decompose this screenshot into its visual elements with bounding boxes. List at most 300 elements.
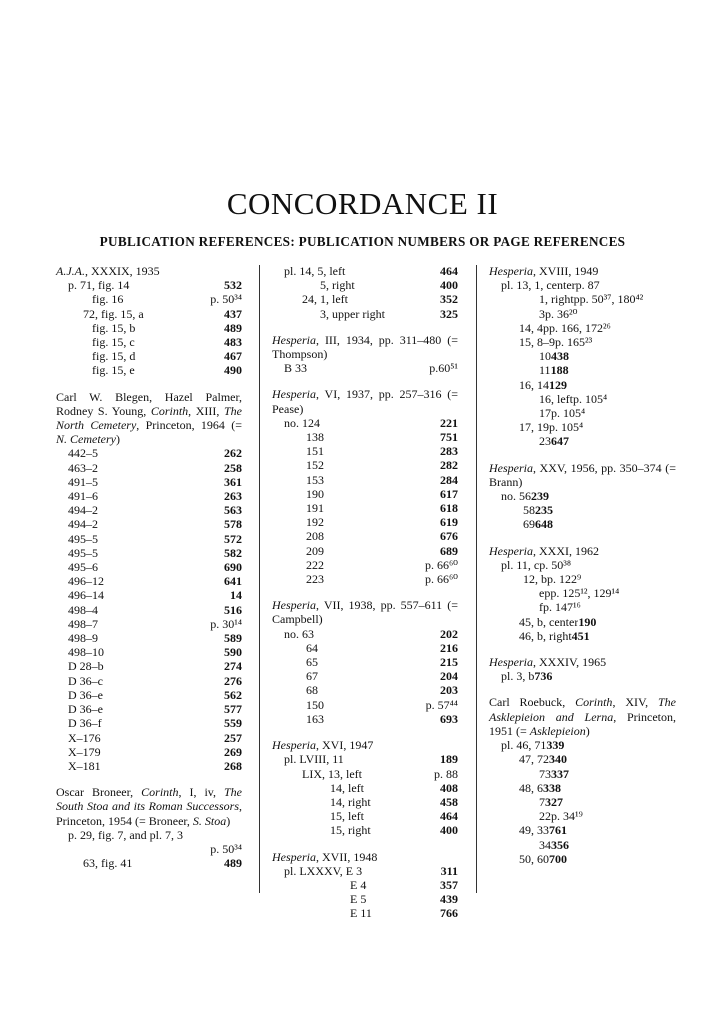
section-citation <box>272 850 458 864</box>
catalogue-number: 258 <box>224 460 242 475</box>
citation-segment: , VI, 1937, pp. 257–316 (= Pease) <box>272 387 458 416</box>
plate-reference: X–181 <box>68 758 101 773</box>
catalogue-number: 736 <box>534 669 553 684</box>
catalogue-number: 437 <box>224 306 242 321</box>
concordance-section <box>272 264 458 321</box>
catalogue-number: p. 88 <box>434 766 458 781</box>
concordance-row <box>489 781 676 795</box>
catalogue-number: 202 <box>440 626 458 641</box>
concordance-section <box>56 390 242 773</box>
catalogue-number: 489 <box>224 856 242 871</box>
concordance-row <box>489 838 676 852</box>
concordance-row <box>272 641 458 655</box>
concordance-row <box>489 852 676 866</box>
catalogue-number: 689 <box>440 543 458 558</box>
citation-segment: S. Stoa <box>192 813 227 828</box>
plate-reference: D 28–b <box>68 659 104 674</box>
column-divider <box>259 265 260 893</box>
concordance-row <box>489 572 676 586</box>
concordance-row <box>489 809 676 823</box>
concordance-row <box>56 446 242 460</box>
catalogue-number: 490 <box>224 363 242 378</box>
plate-reference: X–179 <box>68 744 101 759</box>
plate-reference: 463–2 <box>68 460 98 475</box>
plate-reference: 63, fig. 41 <box>83 856 133 871</box>
catalogue-number: p. 87 <box>575 278 600 293</box>
citation-segment: ) <box>585 723 590 738</box>
plate-reference: 16, left <box>539 391 573 406</box>
catalogue-number: 563 <box>224 503 242 518</box>
plate-reference: 496–12 <box>68 574 104 589</box>
catalogue-number: 559 <box>224 716 242 731</box>
citation-segment: , XXXIV, 1965 <box>533 655 607 670</box>
concordance-row <box>272 292 458 306</box>
section-citation <box>56 785 242 828</box>
plate-reference: B 33 <box>284 361 308 376</box>
citation-segment: , XVI, 1947 <box>316 738 374 753</box>
citation-segment: The North Cemetery <box>56 403 242 433</box>
plate-reference: E 5 <box>350 892 367 907</box>
catalogue-number: 766 <box>440 906 458 921</box>
catalogue-number: 361 <box>224 474 242 489</box>
catalogue-number: 439 <box>440 892 458 907</box>
catalogue-number: 356 <box>551 837 569 852</box>
plate-reference: f <box>539 600 543 615</box>
plate-reference: 442–5 <box>68 446 98 461</box>
plate-reference: 494–2 <box>68 503 98 518</box>
catalogue-number: 339 <box>546 738 565 753</box>
plate-reference: 208 <box>306 529 324 544</box>
catalogue-number: 262 <box>224 446 242 461</box>
citation-segment: Hesperia <box>272 849 316 864</box>
catalogue-number: pp. 166, 172²⁶ <box>543 320 611 335</box>
catalogue-number: 582 <box>224 545 242 560</box>
concordance-row <box>489 752 676 766</box>
concordance-row <box>272 430 458 444</box>
catalogue-number: 676 <box>440 529 458 544</box>
concordance-row <box>272 361 458 375</box>
citation-segment: , XXV, 1956, pp. 350–374 (= Brann) <box>489 460 676 489</box>
catalogue-number: 284 <box>440 472 458 487</box>
catalogue-number: 400 <box>440 823 458 838</box>
concordance-section <box>489 655 676 683</box>
plate-reference: 47, 72 <box>519 752 549 767</box>
catalogue-number: 263 <box>224 489 242 504</box>
concordance-section <box>272 738 458 837</box>
plate-reference: 1, right <box>539 292 574 307</box>
catalogue-number: p. 66⁶⁰ <box>425 572 458 587</box>
catalogue-number: 282 <box>440 458 458 473</box>
plate-reference: 495–5 <box>68 545 98 560</box>
concordance-row <box>272 878 458 892</box>
catalogue-number: 311 <box>440 863 458 878</box>
plate-reference: 7 <box>539 794 545 809</box>
concordance-row <box>489 392 676 406</box>
concordance-row <box>272 712 458 726</box>
catalogue-number: 562 <box>224 687 242 702</box>
plate-reference: 150 <box>306 697 324 712</box>
concordance-row <box>489 321 676 335</box>
concordance-section <box>489 264 676 449</box>
catalogue-number: 215 <box>440 655 458 670</box>
catalogue-number: 216 <box>440 640 458 655</box>
catalogue-number: p. 34¹⁹ <box>551 809 583 824</box>
plate-reference: 491–6 <box>68 489 98 504</box>
plate-reference: D 36–e <box>68 702 103 717</box>
citation-segment: Hesperia <box>489 655 533 670</box>
citation-segment: Corinth <box>575 695 613 710</box>
plate-reference: 17, 19 <box>519 420 549 435</box>
catalogue-number: pp. 50³⁷, 180⁴² <box>573 292 644 307</box>
plate-reference: 46, b, right <box>519 628 572 643</box>
concordance-section <box>56 785 242 870</box>
plate-reference: D 36–e <box>68 687 103 702</box>
plate-reference: 68 <box>306 683 318 698</box>
citation-segment: , VII, 1938, pp. 557–611 (= Campbell) <box>272 598 458 627</box>
plate-reference: 494–2 <box>68 517 98 532</box>
concordance-row <box>272 278 458 292</box>
catalogue-number: 516 <box>224 602 242 617</box>
concordance-row <box>56 645 242 659</box>
catalogue-number: 204 <box>440 669 458 684</box>
catalogue-number: p. 147¹⁶ <box>543 600 581 615</box>
plate-reference: 14, left <box>330 780 364 795</box>
citation-segment: , Princeton, 1951 (= <box>489 709 676 738</box>
catalogue-number: 283 <box>440 444 458 459</box>
concordance-row <box>272 544 458 558</box>
concordance-row <box>56 631 242 645</box>
plate-reference: pl. 3, b <box>501 669 535 684</box>
catalogue-number: p. 50³⁸ <box>539 557 571 572</box>
concordance-row <box>272 473 458 487</box>
concordance-section <box>489 695 676 865</box>
plate-reference: fig. 16 <box>92 292 124 307</box>
plate-reference: 65 <box>306 655 318 670</box>
catalogue-number: 239 <box>531 489 549 504</box>
concordance-row <box>272 906 458 920</box>
catalogue-number: 648 <box>535 517 553 532</box>
plate-reference: 12, b <box>523 572 547 587</box>
concordance-row <box>272 795 458 809</box>
concordance-row <box>56 603 242 617</box>
catalogue-number: 464 <box>440 264 458 278</box>
concordance-row <box>56 363 242 377</box>
concordance-row <box>272 487 458 501</box>
catalogue-number: 690 <box>224 560 242 575</box>
concordance-section <box>489 461 676 532</box>
plate-reference: 138 <box>306 430 324 445</box>
catalogue-number: 590 <box>224 645 242 660</box>
concordance-row <box>56 716 242 730</box>
citation-segment: , XIV, <box>612 695 658 710</box>
citation-segment: , XXXI, 1962 <box>533 543 599 558</box>
concordance-section <box>272 333 458 376</box>
plate-reference: no. 124 <box>284 415 320 430</box>
concordance-row <box>56 842 242 856</box>
concordance-section <box>272 850 458 921</box>
catalogue-number: 14 <box>230 588 242 603</box>
column-1 <box>56 264 242 882</box>
citation-segment: Corinth <box>141 785 179 800</box>
catalogue-number: 761 <box>549 823 567 838</box>
catalogue-number: 464 <box>440 809 458 824</box>
catalogue-number: 327 <box>545 794 563 809</box>
plate-reference: 209 <box>306 543 324 558</box>
plate-reference: pl. LVIII, 11 <box>284 752 344 767</box>
plate-reference: 24, 1, left <box>302 292 348 307</box>
plate-reference: pl. 13, 1, center <box>501 278 576 293</box>
catalogue-number: 532 <box>224 278 242 293</box>
concordance-row <box>489 669 676 683</box>
catalogue-number: 619 <box>440 515 458 530</box>
concordance-row <box>489 823 676 837</box>
plate-reference: D 36–f <box>68 716 102 731</box>
concordance-row <box>489 307 676 321</box>
plate-reference: E 4 <box>350 877 367 892</box>
catalogue-number: 617 <box>440 486 458 501</box>
catalogue-number: p. 105⁴ <box>549 420 584 435</box>
plate-reference: 15, left <box>330 809 364 824</box>
plate-reference: X–176 <box>68 730 101 745</box>
concordance-row <box>56 588 242 602</box>
plate-reference: 495–6 <box>68 560 98 575</box>
concordance-row <box>272 669 458 683</box>
plate-reference: 58 <box>523 503 535 518</box>
catalogue-number: 589 <box>224 631 242 646</box>
catalogue-number: p. 57⁴⁴ <box>425 697 458 712</box>
section-citation <box>56 390 242 447</box>
page-subtitle: PUBLICATION REFERENCES: PUBLICATION NUMBERS OR PAGE REFERENCES <box>99 234 626 249</box>
concordance-row <box>272 444 458 458</box>
concordance-row <box>272 752 458 766</box>
concordance-section <box>272 387 458 586</box>
plate-reference: 496–14 <box>68 588 104 603</box>
concordance-section <box>272 598 458 726</box>
plate-reference: 10 <box>539 349 551 364</box>
concordance-row <box>489 517 676 531</box>
concordance-row <box>56 731 242 745</box>
catalogue-number: 458 <box>440 794 458 809</box>
concordance-row <box>56 617 242 631</box>
concordance-row <box>56 574 242 588</box>
concordance-row <box>489 767 676 781</box>
catalogue-number: 357 <box>440 877 458 892</box>
concordance-row <box>56 546 242 560</box>
concordance-row <box>56 278 242 292</box>
section-citation <box>272 387 458 415</box>
catalogue-number: pp. 125¹², 129¹⁴ <box>544 586 620 601</box>
concordance-row <box>489 292 676 306</box>
catalogue-number: 408 <box>440 780 458 795</box>
plate-reference: 15, right <box>330 823 371 838</box>
page-title: CONCORDANCE II <box>226 186 499 221</box>
concordance-row <box>272 572 458 586</box>
catalogue-number: p. 105⁴ <box>551 406 586 421</box>
catalogue-number: 221 <box>440 415 458 430</box>
citation-segment: The Asklepieion and Lerna <box>489 695 676 724</box>
plate-reference: 498–10 <box>68 645 104 660</box>
concordance-row <box>489 738 676 752</box>
catalogue-number: 467 <box>224 349 242 364</box>
concordance-row <box>56 745 242 759</box>
citation-segment: Hesperia <box>272 387 316 402</box>
plate-reference: 22 <box>539 809 551 824</box>
plate-reference: 498–4 <box>68 602 98 617</box>
concordance-row <box>56 489 242 503</box>
plate-reference: 222 <box>306 557 324 572</box>
citation-segment: Hesperia <box>489 460 533 475</box>
catalogue-number: 618 <box>440 501 458 516</box>
concordance-row <box>56 674 242 688</box>
citation-segment: Hesperia <box>489 543 533 558</box>
plate-reference: pl. 46, 71 <box>501 738 547 753</box>
concordance-row <box>56 349 242 363</box>
concordance-row <box>489 558 676 572</box>
plate-reference: 49, 33 <box>519 823 549 838</box>
plate-reference: fig. 15, d <box>92 349 136 364</box>
plate-reference: E 11 <box>350 906 372 921</box>
catalogue-number: 700 <box>549 851 567 866</box>
concordance-row <box>489 586 676 600</box>
plate-reference: 16, 14 <box>519 377 549 392</box>
plate-reference: p. 29, fig. 7, and pl. 7, 3 <box>68 827 183 842</box>
plate-reference: 14, 4 <box>519 320 543 335</box>
catalogue-number: p. 165²³ <box>555 335 593 350</box>
concordance-row <box>272 809 458 823</box>
citation-segment: , Princeton, 1954 (= Broneer, <box>56 799 242 828</box>
catalogue-number: p. 105⁴ <box>573 391 608 406</box>
concordance-row <box>489 629 676 643</box>
plate-reference: 17 <box>539 406 551 421</box>
concordance-row <box>272 864 458 878</box>
citation-segment: ) <box>226 813 231 828</box>
concordance-row <box>489 600 676 614</box>
citation-segment: Hesperia <box>272 332 316 347</box>
section-citation <box>272 598 458 626</box>
concordance-row <box>489 278 676 292</box>
catalogue-number: p. 50³⁴ <box>210 292 242 307</box>
concordance-row <box>489 503 676 517</box>
section-citation <box>489 461 676 489</box>
citation-segment: , XIII, <box>188 403 224 418</box>
concordance-row <box>56 321 242 335</box>
plate-reference: 152 <box>306 458 324 473</box>
plate-reference: 73 <box>539 766 551 781</box>
plate-reference: 48, 6 <box>519 780 543 795</box>
plate-reference: 64 <box>306 640 318 655</box>
plate-reference: fig. 15, c <box>92 335 135 350</box>
concordance-row <box>272 515 458 529</box>
catalogue-number: 203 <box>440 683 458 698</box>
concordance-row <box>56 292 242 306</box>
plate-reference: 498–9 <box>68 631 98 646</box>
plate-reference: 69 <box>523 517 535 532</box>
concordance-row <box>272 529 458 543</box>
citation-segment: ) <box>115 432 120 447</box>
catalogue-number: 572 <box>224 531 242 546</box>
catalogue-number: 269 <box>224 744 242 759</box>
catalogue-number: 340 <box>549 752 567 767</box>
concordance-row <box>489 615 676 629</box>
plate-reference: fig. 15, e <box>92 363 135 378</box>
plate-reference <box>56 842 210 856</box>
concordance-row <box>272 892 458 906</box>
citation-segment: The South Stoa and its Roman Successors <box>56 785 242 814</box>
citation-segment: , XVIII, 1949 <box>533 264 599 278</box>
concordance-row <box>56 702 242 716</box>
catalogue-number: 751 <box>440 430 458 445</box>
catalogue-number: 647 <box>551 434 569 449</box>
column-2 <box>272 264 458 933</box>
column-divider <box>476 265 477 893</box>
plate-reference: pl. 14, 5, left <box>284 264 346 278</box>
citation-segment: Carl Roebuck, <box>489 695 576 710</box>
concordance-row <box>489 434 676 448</box>
plate-reference: LIX, 13, left <box>302 766 362 781</box>
plate-reference: 50, 60 <box>519 851 549 866</box>
catalogue-number: 190 <box>578 614 597 629</box>
catalogue-number: 641 <box>224 574 242 589</box>
concordance-row <box>56 503 242 517</box>
citation-segment: Hesperia <box>489 264 533 278</box>
citation-segment: A.J.A. <box>56 264 85 278</box>
concordance-row <box>489 335 676 349</box>
section-citation <box>56 264 242 278</box>
catalogue-number: p. 30¹⁴ <box>210 616 242 631</box>
concordance-row <box>272 698 458 712</box>
concordance-row <box>489 349 676 363</box>
section-citation <box>489 655 676 669</box>
catalogue-number: 235 <box>535 503 553 518</box>
plate-reference: fig. 15, b <box>92 320 136 335</box>
concordance-row <box>489 406 676 420</box>
concordance-section <box>56 264 242 378</box>
catalogue-number: p. 66⁶⁰ <box>425 557 458 572</box>
citation-segment: , Princeton, 1964 (= <box>136 418 242 433</box>
catalogue-number: 188 <box>550 363 569 378</box>
plate-reference: 190 <box>306 486 324 501</box>
catalogue-number: 400 <box>440 278 458 293</box>
plate-reference: 223 <box>306 572 324 587</box>
catalogue-number: 257 <box>224 730 242 745</box>
citation-segment: Asklepieion <box>529 723 586 738</box>
catalogue-number: 325 <box>440 306 458 321</box>
column-3 <box>489 264 676 878</box>
citation-segment: Hesperia <box>272 598 316 613</box>
plate-reference: 191 <box>306 501 324 516</box>
concordance-row <box>489 795 676 809</box>
concordance-row <box>489 489 676 503</box>
plate-reference: 5, right <box>320 278 355 293</box>
concordance-row <box>272 781 458 795</box>
plate-reference: 3, upper right <box>320 306 385 321</box>
plate-reference: 491–5 <box>68 474 98 489</box>
concordance-row <box>56 759 242 773</box>
catalogue-number: 129 <box>549 377 567 392</box>
concordance-row <box>56 688 242 702</box>
concordance-row <box>272 627 458 641</box>
plate-reference: 495–5 <box>68 531 98 546</box>
concordance-row <box>56 560 242 574</box>
catalogue-number: 693 <box>440 711 458 726</box>
concordance-row <box>56 532 242 546</box>
concordance-row <box>489 420 676 434</box>
catalogue-number: 578 <box>224 517 242 532</box>
plate-reference: 11 <box>539 363 551 378</box>
catalogue-number: 451 <box>571 628 590 643</box>
concordance-row <box>56 461 242 475</box>
citation-segment: Hesperia <box>272 738 316 753</box>
